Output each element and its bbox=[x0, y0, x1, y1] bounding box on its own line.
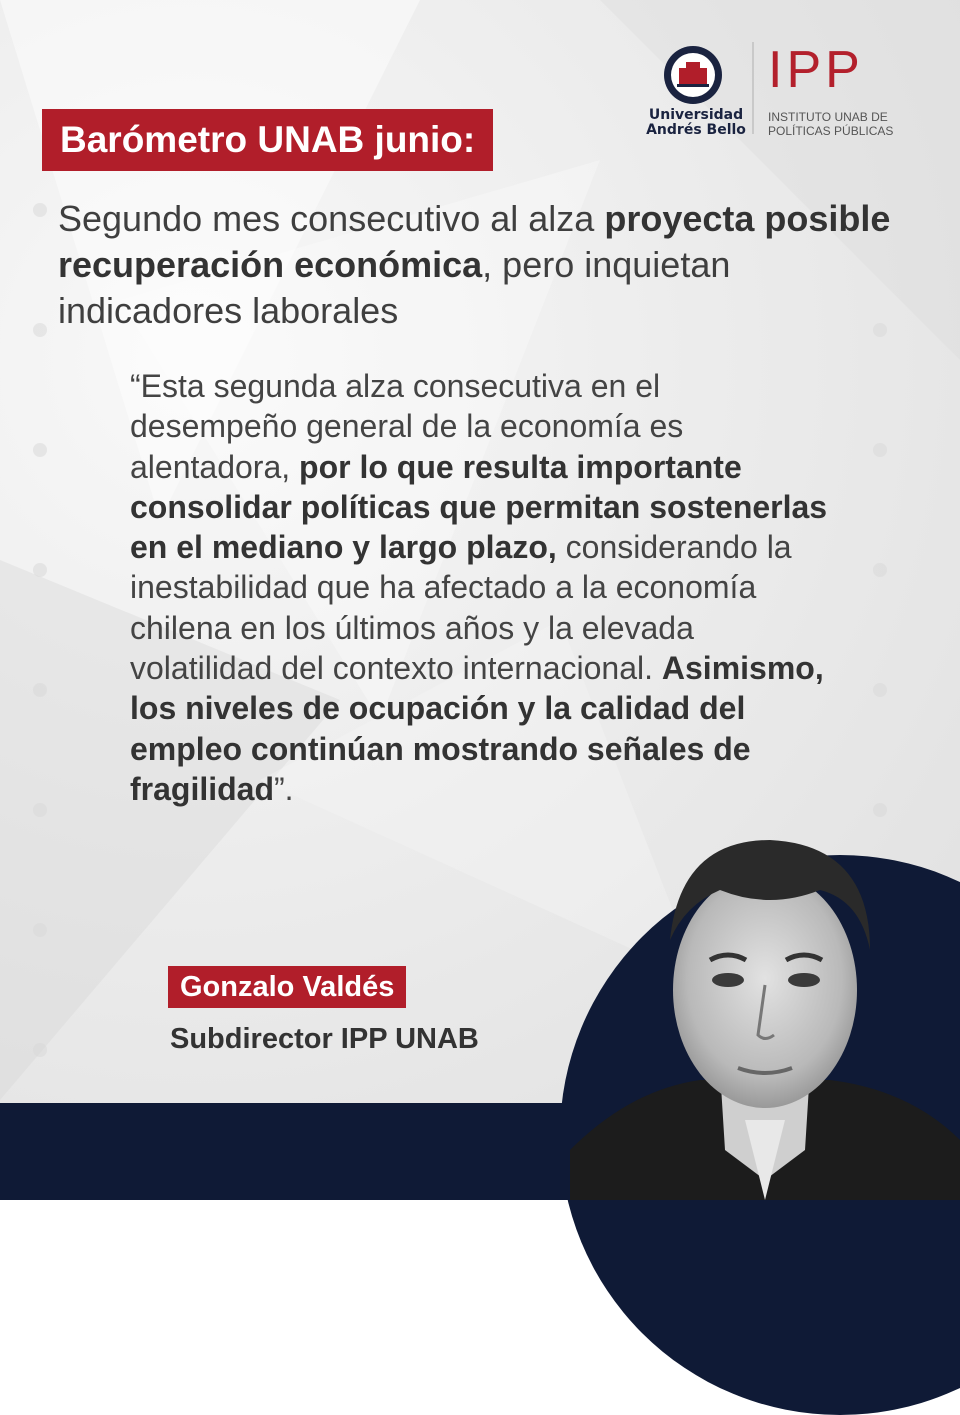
university-name-line1: Universidad bbox=[648, 107, 744, 123]
speaker-name: Gonzalo Valdés bbox=[180, 971, 395, 1003]
ipp-logo-mark: IPP bbox=[768, 41, 864, 99]
speaker-name-banner bbox=[168, 966, 406, 1008]
portrait-photo bbox=[570, 820, 960, 1200]
quote-part3: ”. bbox=[274, 770, 294, 807]
ipp-logo-subtitle bbox=[768, 110, 893, 138]
university-name bbox=[626, 108, 766, 138]
subtitle-bold: proyecta posible recuperación económica bbox=[58, 198, 891, 285]
headline-banner bbox=[42, 109, 493, 171]
ipp-subtitle-line2: POLÍTICAS PÚBLICAS bbox=[768, 124, 894, 138]
subtitle-text bbox=[58, 196, 918, 334]
logo-block bbox=[626, 40, 926, 140]
headline-title: Barómetro UNAB junio: bbox=[60, 119, 476, 160]
quote-bold2: Asimismo, los niveles de ocupación y la calidad del empleo continúan mostrando señales de fragilidad bbox=[130, 650, 824, 807]
quote-bold1: por lo que resulta importante consolidar políticas que permitan sostenerlas en el mediano y largo plazo, bbox=[130, 448, 828, 566]
university-name-line2: Andrés Bello bbox=[646, 122, 746, 138]
portrait-illustration bbox=[570, 820, 960, 1200]
university-seal-icon bbox=[662, 44, 724, 106]
subtitle-part1: Segundo mes consecutivo al alza bbox=[58, 198, 605, 239]
quote-part1: “Esta segunda alza consecutiva en el desempeño general de la economía es alentadora, bbox=[130, 368, 684, 485]
quote-text bbox=[130, 366, 830, 809]
quote-part2: considerando la inestabilidad que ha afectado a la economía chilena en los últimos años y la elevada volatilidad del contexto internacional. bbox=[130, 529, 792, 687]
logo-divider bbox=[752, 42, 754, 134]
speaker-role: Subdirector IPP UNAB bbox=[170, 1023, 479, 1055]
ipp-subtitle-line1: INSTITUTO UNAB DE bbox=[768, 110, 888, 124]
subtitle-part2: , pero inquietan indicadores laborales bbox=[58, 244, 731, 331]
